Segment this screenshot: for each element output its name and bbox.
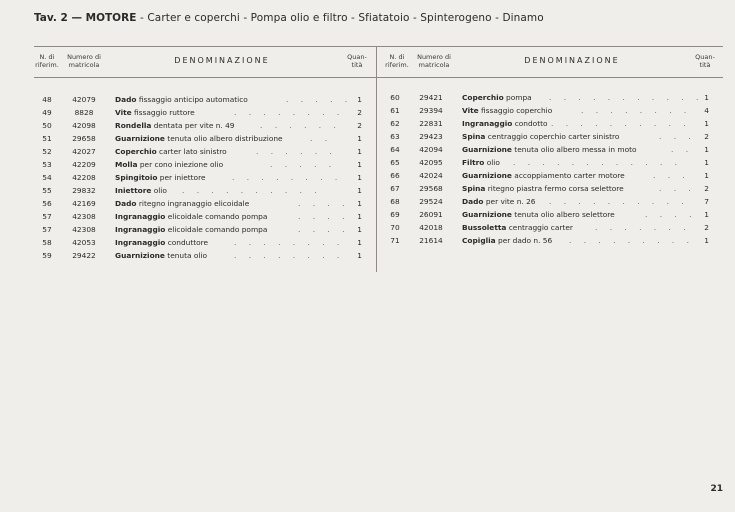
quantity: 1	[704, 93, 709, 102]
table-row: 70 42018 Bussoletta centraggio carter . . . . . . . 2	[383, 223, 715, 236]
description: Copiglia per dado n. 56	[462, 236, 553, 245]
header-bottom-rule	[34, 77, 723, 78]
part-number: 29658	[72, 134, 96, 143]
quantity: 1	[357, 160, 362, 169]
table-row: 52 42027 Coperchio carter lato sinistro . . . . . . 1	[34, 147, 368, 160]
part-number: 42308	[72, 212, 96, 221]
description: Guarnizione tenuta olio	[115, 251, 208, 260]
ref-number: 63	[390, 132, 400, 141]
part-number: 22831	[419, 119, 443, 128]
part-number: 21614	[419, 236, 443, 245]
part-number: 29423	[419, 132, 443, 141]
ref-number: 71	[390, 236, 400, 245]
part-number: 42095	[419, 158, 443, 167]
table-row: 61 29394 Vite fissaggio coperchio . . . . . . . . 4	[383, 106, 715, 119]
description: Ingranaggio conduttore	[115, 238, 209, 247]
table-row: 51 29658 Guarnizione tenuta olio albero distribuzione . . 1	[34, 134, 368, 147]
quantity: 1	[357, 225, 362, 234]
table-row: 60 29421 Coperchio pompa . . . . . . . . . . . 1	[383, 93, 715, 106]
ref-number: 51	[42, 134, 52, 143]
description: Ingranaggio condotto	[462, 119, 548, 128]
ref-number: 64	[390, 145, 400, 154]
ref-number: 53	[42, 160, 52, 169]
description: Dado ritegno ingranaggio elicoidale	[115, 199, 250, 208]
quantity: 1	[357, 238, 362, 247]
ref-number: 56	[42, 199, 52, 208]
ref-number: 65	[390, 158, 400, 167]
table-row: 66 42024 Guarnizione accoppiamento carter motore . . . 1	[383, 171, 715, 184]
description: Spina ritegno piastra fermo corsa selettore	[462, 184, 624, 193]
table-row: 57 42308 Ingranaggio elicoidale comando pompa . . . . 1	[34, 225, 368, 238]
part-number: 42018	[419, 223, 443, 232]
right-header-quantity: Quan- tità	[695, 53, 715, 69]
description: Rondella dentata per vite n. 49	[115, 121, 235, 130]
part-number: 29394	[419, 106, 443, 115]
part-number: 42079	[72, 95, 96, 104]
table-row: 53 42209 Molla per cono iniezione olio . . . . . 1	[34, 160, 368, 173]
title-lead: Tav. 2 — MOTORE	[34, 12, 137, 24]
part-number: 42209	[72, 160, 96, 169]
description: Guarnizione tenuta olio albero distribuzione	[115, 134, 283, 143]
description: Coperchio pompa	[462, 93, 532, 102]
description: Ingranaggio elicoidale comando pompa	[115, 212, 268, 221]
right-header-part: Numero di matricola	[417, 53, 451, 69]
description: Spingitoio per iniettore	[115, 173, 206, 182]
ref-number: 61	[390, 106, 400, 115]
ref-number: 52	[42, 147, 52, 156]
table-row: 48 42079 Dado fissaggio anticipo automatico . . . . . 1	[34, 95, 368, 108]
left-header-quantity: Quan- tità	[347, 53, 367, 69]
ref-number: 57	[42, 225, 52, 234]
table-row: 71 21614 Copiglia per dado n. 56 . . . . . . . . . 1	[383, 236, 715, 249]
quantity: 1	[704, 236, 709, 245]
ref-number: 54	[42, 173, 52, 182]
ref-number: 55	[42, 186, 52, 195]
ref-number: 48	[42, 95, 52, 104]
part-number: 42024	[419, 171, 443, 180]
ref-number: 66	[390, 171, 400, 180]
quantity: 1	[704, 210, 709, 219]
part-number: 29832	[72, 186, 96, 195]
table-row: 58 42053 Ingranaggio conduttore . . . . . . . . 1	[34, 238, 368, 251]
part-number: 42027	[72, 147, 96, 156]
part-number: 26091	[419, 210, 443, 219]
quantity: 1	[357, 199, 362, 208]
quantity: 2	[357, 121, 362, 130]
description: Dado per vite n. 26	[462, 197, 536, 206]
left-header-ref: N. di riferim.	[35, 53, 59, 69]
page-title	[34, 12, 544, 24]
description: Ingranaggio elicoidale comando pompa	[115, 225, 268, 234]
quantity: 1	[704, 145, 709, 154]
table-row: 68 29524 Dado per vite n. 26 . . . . . . . . . . 7	[383, 197, 715, 210]
table-row: 55 29832 Iniettore olio . . . . . . . . . . 1	[34, 186, 368, 199]
quantity: 1	[704, 119, 709, 128]
part-number: 29421	[419, 93, 443, 102]
title-subtitle: - Carter e coperchi - Pompa olio e filtro - Sfiatatoio - Spinterogeno - Dinamo	[140, 12, 544, 24]
column-divider	[376, 46, 377, 272]
description: Filtro olio	[462, 158, 500, 167]
quantity: 2	[357, 108, 362, 117]
description: Guarnizione tenuta olio albero selettore	[462, 210, 615, 219]
page-number: 21	[710, 484, 723, 494]
ref-number: 50	[42, 121, 52, 130]
right-header-ref: N. di riferim.	[385, 53, 409, 69]
ref-number: 49	[42, 108, 52, 117]
ref-number: 62	[390, 119, 400, 128]
left-header-description: DENOMINAZIONE	[174, 56, 270, 65]
description: Vite fissaggio ruttore	[115, 108, 195, 117]
quantity: 1	[357, 251, 362, 260]
table-row: 56 42169 Dado ritegno ingranaggio elicoidale . . . . 1	[34, 199, 368, 212]
table-row: 67 29568 Spina ritegno piastra fermo corsa selettore . . . 2	[383, 184, 715, 197]
quantity: 1	[357, 134, 362, 143]
right-parts-list	[383, 93, 715, 249]
table-row: 63 29423 Spina centraggio coperchio carter sinistro . . . 2	[383, 132, 715, 145]
left-header-part: Numero di matricola	[67, 53, 101, 69]
quantity: 1	[357, 186, 362, 195]
part-number: 42169	[72, 199, 96, 208]
part-number: 29422	[72, 251, 96, 260]
part-number: 42094	[419, 145, 443, 154]
table-row: 54 42208 Spingitoio per iniettore . . . . . . . . 1	[34, 173, 368, 186]
part-number: 8828	[74, 108, 94, 117]
quantity: 2	[704, 132, 709, 141]
quantity: 1	[357, 147, 362, 156]
ref-number: 60	[390, 93, 400, 102]
ref-number: 68	[390, 197, 400, 206]
part-number: 29524	[419, 197, 443, 206]
table-row: 62 22831 Ingranaggio condotto . . . . . . . . . . 1	[383, 119, 715, 132]
description: Iniettore olio	[115, 186, 167, 195]
description: Spina centraggio coperchio carter sinistro	[462, 132, 620, 141]
table-row: 50 42098 Rondella dentata per vite n. 49 . . . . . . 2	[34, 121, 368, 134]
description: Coperchio carter lato sinistro	[115, 147, 227, 156]
ref-number: 70	[390, 223, 400, 232]
table-row: 59 29422 Guarnizione tenuta olio . . . . . . . . 1	[34, 251, 368, 264]
ref-number: 69	[390, 210, 400, 219]
quantity: 4	[704, 106, 709, 115]
part-number: 29568	[419, 184, 443, 193]
right-header-description: DENOMINAZIONE	[524, 56, 620, 65]
part-number: 42208	[72, 173, 96, 182]
part-number: 42308	[72, 225, 96, 234]
description: Molla per cono iniezione olio	[115, 160, 224, 169]
quantity: 1	[704, 158, 709, 167]
description: Dado fissaggio anticipo automatico	[115, 95, 248, 104]
description: Bussoletta centraggio carter	[462, 223, 573, 232]
description: Guarnizione tenuta olio albero messa in moto	[462, 145, 637, 154]
header-top-rule	[34, 46, 723, 47]
quantity: 1	[357, 212, 362, 221]
table-row: 64 42094 Guarnizione tenuta olio albero messa in moto . . 1	[383, 145, 715, 158]
table-row: 65 42095 Filtro olio . . . . . . . . . . . . 1	[383, 158, 715, 171]
quantity: 2	[704, 223, 709, 232]
quantity: 1	[357, 95, 362, 104]
ref-number: 67	[390, 184, 400, 193]
part-number: 42053	[72, 238, 96, 247]
description: Guarnizione accoppiamento carter motore	[462, 171, 625, 180]
quantity: 1	[357, 173, 362, 182]
part-number: 42098	[72, 121, 96, 130]
table-row: 69 26091 Guarnizione tenuta olio albero selettore . . . . 1	[383, 210, 715, 223]
table-row: 49 8828 Vite fissaggio ruttore . . . . . . . . 2	[34, 108, 368, 121]
ref-number: 57	[42, 212, 52, 221]
ref-number: 58	[42, 238, 52, 247]
quantity: 1	[704, 171, 709, 180]
quantity: 2	[704, 184, 709, 193]
quantity: 7	[704, 197, 709, 206]
table-row: 57 42308 Ingranaggio elicoidale comando pompa . . . . 1	[34, 212, 368, 225]
left-parts-list	[34, 95, 368, 264]
description: Vite fissaggio coperchio	[462, 106, 553, 115]
ref-number: 59	[42, 251, 52, 260]
